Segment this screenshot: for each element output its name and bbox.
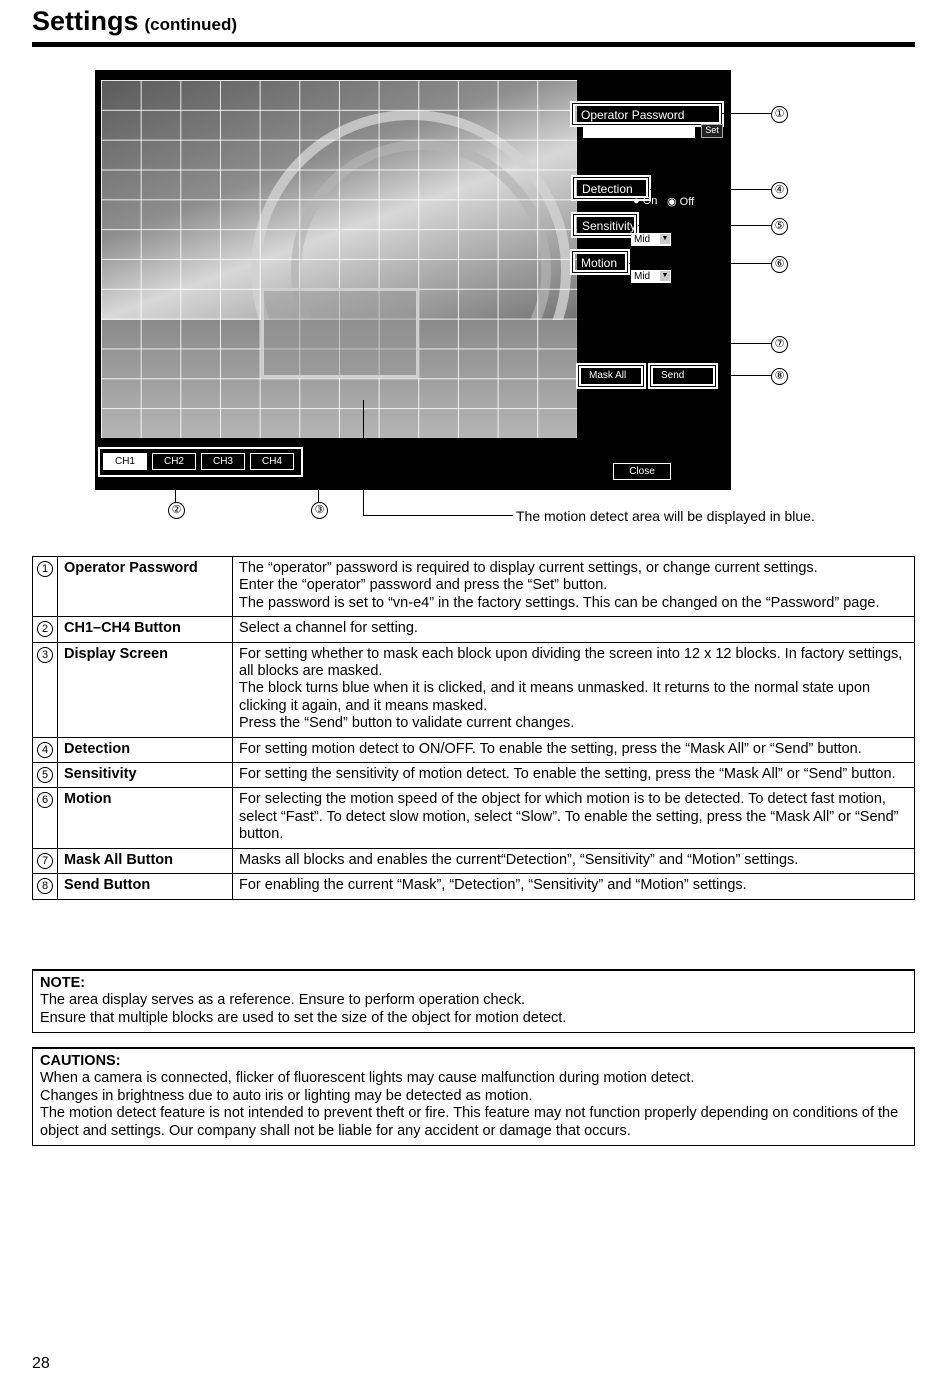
unmasked-area[interactable] — [261, 288, 419, 378]
close-button[interactable]: Close — [613, 463, 671, 480]
row-number: 6 — [37, 792, 53, 808]
row-description — [233, 848, 915, 873]
sensitivity-label: Sensitivity — [574, 215, 636, 235]
page-title — [32, 6, 237, 37]
table-row — [33, 848, 915, 873]
description-line: For enabling the current “Mask”, “Detection”, “Sensitivity” and “Motion” settings. — [239, 877, 747, 894]
cautions-line: When a camera is connected, flicker of fluorescent lights may cause malfunction during motion detect. — [40, 1070, 695, 1087]
leader-line-4 — [650, 189, 771, 190]
leader-line-8 — [718, 375, 771, 376]
table-row — [33, 557, 915, 617]
page-title-text: Settings — [32, 6, 139, 36]
row-name: Detection — [58, 737, 233, 762]
leader-line-7-drop — [608, 343, 609, 363]
send-button[interactable]: Send — [651, 366, 715, 386]
detection-label: Detection — [574, 178, 648, 198]
detection-off-radio[interactable]: ◉ Off — [667, 196, 695, 208]
row-name: Motion — [58, 788, 233, 848]
callout-2: ② — [168, 502, 185, 519]
table-row — [33, 874, 915, 899]
row-number: 2 — [37, 621, 53, 637]
row-name: Operator Password — [58, 557, 233, 617]
set-button[interactable]: Set — [701, 124, 723, 138]
motion-detect-screen — [95, 70, 731, 490]
cautions-line: The motion detect feature is not intended to prevent theft or fire. This feature may not function properly depending on conditions of the object and settings. Our company shall not be liable for any accident or damage that occurs. — [40, 1105, 899, 1139]
callout-3: ③ — [311, 502, 328, 519]
caption-leader-horizontal — [363, 515, 513, 516]
detection-off-text: Off — [679, 196, 695, 208]
description-line: For selecting the motion speed of the object for which motion is to be detected. To detect fast motion, select “Fast”. To detect slow motion, select “Slow”. To enable the setting, press the “Mask All” or “Send” button. — [239, 791, 899, 843]
ch1-button[interactable]: CH1 — [103, 453, 147, 470]
cautions-heading: CAUTIONS: — [40, 1053, 121, 1069]
detection-on-text: On — [642, 195, 658, 207]
motion-select[interactable] — [631, 270, 671, 283]
ch3-button[interactable]: CH3 — [201, 453, 245, 470]
caption-leader-vertical — [363, 400, 364, 516]
leader-line-5 — [638, 225, 771, 226]
row-description — [233, 874, 915, 899]
note-heading: NOTE: — [40, 975, 86, 991]
channel-buttons — [98, 447, 303, 477]
leader-line-1 — [721, 113, 771, 114]
callout-6: ⑥ — [771, 256, 788, 273]
chevron-down-icon: ▼ — [661, 272, 669, 279]
callout-7: ⑦ — [771, 336, 788, 353]
row-name: Sensitivity — [58, 763, 233, 788]
detection-on-radio[interactable]: ● On — [633, 195, 658, 207]
callout-1: ① — [771, 106, 788, 123]
row-description — [233, 617, 915, 642]
table-row — [33, 617, 915, 642]
callout-5: ⑤ — [771, 218, 788, 235]
row-number: 8 — [37, 878, 53, 894]
row-name: CH1–CH4 Button — [58, 617, 233, 642]
row-name: Display Screen — [58, 642, 233, 737]
leader-line-6 — [629, 263, 771, 264]
description-line: The block turns blue when it is clicked, and it means unmasked. It returns to the normal state upon clicking it again, and it means masked. — [239, 680, 871, 714]
row-number: 7 — [37, 853, 53, 869]
table-row — [33, 737, 915, 762]
mask-all-button[interactable]: Mask All — [579, 366, 643, 386]
callout-8: ⑧ — [771, 368, 788, 385]
mask-grid[interactable] — [101, 80, 577, 438]
ch4-button[interactable]: CH4 — [250, 453, 294, 470]
row-description — [233, 557, 915, 617]
sensitivity-value: Mid — [634, 234, 651, 245]
row-description — [233, 763, 915, 788]
row-description — [233, 642, 915, 737]
cautions-box — [32, 1047, 915, 1146]
page-title-subtitle: (continued) — [144, 15, 238, 34]
note-line: The area display serves as a reference. Ensure to perform operation check. — [40, 992, 526, 1009]
description-line: For setting whether to mask each block upon dividing the screen into 12 x 12 blocks. In factory settings, all blocks are masked. — [239, 645, 903, 680]
row-number: 1 — [37, 561, 53, 577]
leader-line-2 — [175, 478, 176, 502]
row-description — [233, 737, 915, 762]
motion-value: Mid — [634, 271, 651, 282]
settings-table — [32, 556, 915, 900]
table-row — [33, 788, 915, 848]
sensitivity-select[interactable] — [631, 233, 671, 246]
operator-password-input[interactable] — [583, 126, 695, 138]
row-number: 3 — [37, 647, 53, 663]
row-name: Send Button — [58, 874, 233, 899]
chevron-down-icon: ▼ — [661, 235, 669, 242]
row-number: 5 — [37, 767, 53, 783]
description-line: Enter the “operator” password and press the “Set” button. — [239, 577, 608, 594]
callout-4: ④ — [771, 182, 788, 199]
motion-label: Motion — [573, 252, 627, 272]
figure-caption: The motion detect area will be displayed in blue. — [516, 508, 815, 524]
row-name: Mask All Button — [58, 848, 233, 873]
leader-line-7 — [608, 343, 771, 344]
operator-password-label: Operator Password — [573, 104, 721, 124]
row-number: 4 — [37, 742, 53, 758]
cautions-line: Changes in brightness due to auto iris or lighting may be detected as motion. — [40, 1087, 533, 1104]
description-line: Masks all blocks and enables the current“Detection”, “Sensitivity” and “Motion” settings. — [239, 851, 799, 868]
note-box — [32, 969, 915, 1033]
table-row — [33, 642, 915, 737]
leader-line-3 — [318, 438, 319, 502]
note-line: Ensure that multiple blocks are used to set the size of the object for motion detect. — [40, 1009, 567, 1026]
page-number: 28 — [32, 1355, 50, 1372]
ch2-button[interactable]: CH2 — [152, 453, 196, 470]
description-line: For setting the sensitivity of motion detect. To enable the setting, press the “Mask All” or “Send” button. — [239, 766, 896, 783]
description-line: The password is set to “vn-e4” in the factory settings. This can be changed on the “Password” page. — [239, 594, 880, 611]
table-row — [33, 763, 915, 788]
row-description — [233, 788, 915, 848]
display-screen[interactable] — [101, 80, 577, 438]
description-line: The “operator” password is required to display current settings, or change current settings. — [239, 560, 818, 576]
description-line: Press the “Send” button to validate current changes. — [239, 715, 575, 732]
description-line: Select a channel for setting. — [239, 620, 418, 637]
title-rule — [32, 42, 915, 47]
description-line: For setting motion detect to ON/OFF. To enable the setting, press the “Mask All” or “Send” button. — [239, 740, 862, 757]
